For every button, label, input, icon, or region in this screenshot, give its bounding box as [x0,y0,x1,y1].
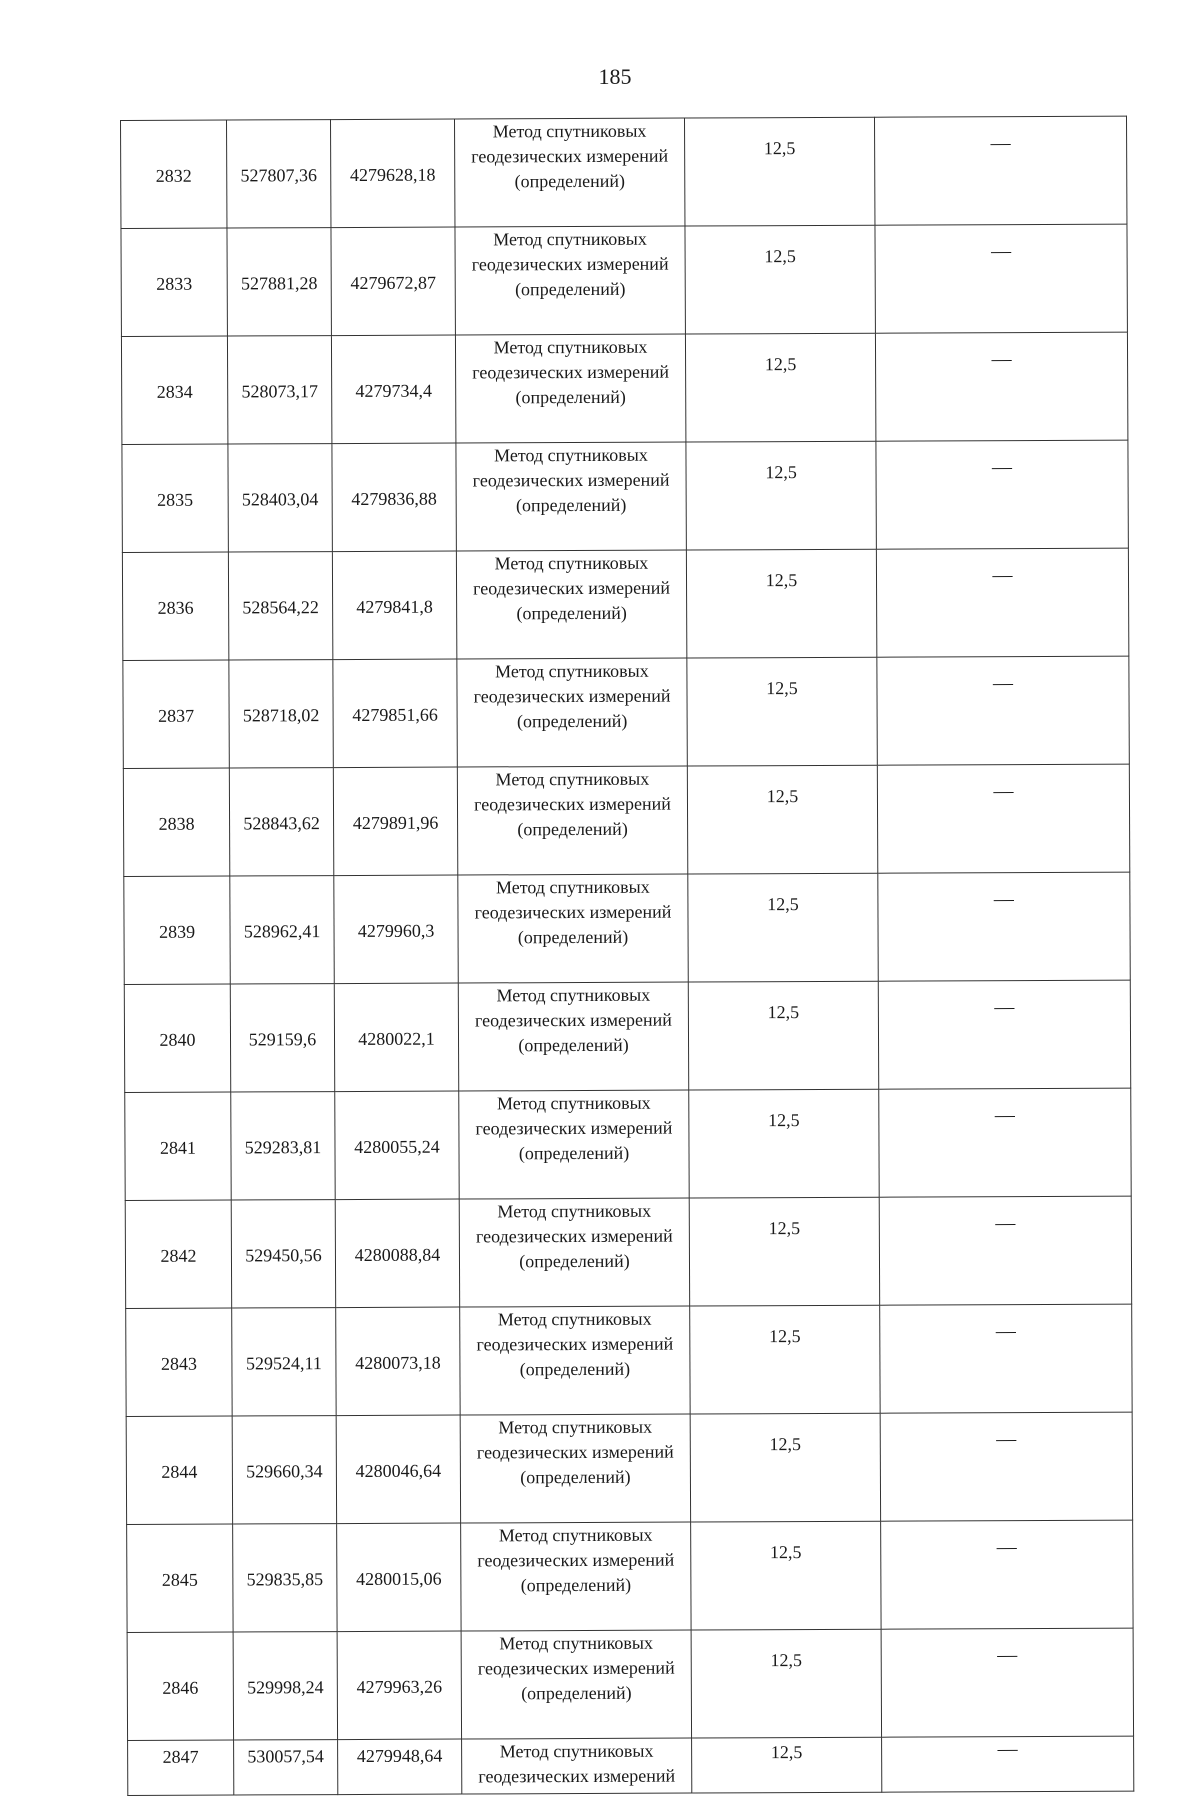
accuracy-cell: 12,5 [687,657,877,766]
x-coordinate-cell: 528843,62 [229,768,333,876]
method-line: (определений) [517,926,629,948]
table-row [121,332,1127,444]
note-cell: — [880,1412,1132,1521]
method-cell [460,1414,690,1523]
method-line: геодезических измерений [471,253,669,275]
y-coordinate-cell: 4280088,84 [335,1199,459,1308]
y-coordinate-cell: 4280055,24 [335,1091,459,1200]
method-line: Метод спутниковых [499,1632,654,1654]
method-line: (определений) [521,1682,632,1704]
x-coordinate-cell: 530057,54 [234,1740,338,1795]
method-cell [460,1306,690,1415]
point-number-cell: 2842 [125,1200,231,1308]
point-number-cell: 2835 [122,444,228,552]
x-coordinate-cell: 528962,41 [230,876,334,984]
y-coordinate-cell: 4279963,26 [337,1631,461,1740]
coordinates-table [120,116,1134,1796]
method-cell [458,982,688,1091]
method-cell [454,118,684,227]
table-row [121,116,1127,228]
accuracy-cell: 12,5 [690,1413,880,1522]
method-line: Метод спутниковых [493,336,648,358]
method-line: геодезических измерений [471,145,669,167]
note-cell: — [877,656,1129,765]
method-line: (определений) [514,278,626,300]
y-coordinate-cell: 4279672,87 [331,227,455,336]
accuracy-cell: 12,5 [684,117,874,226]
method-line: геодезических измерений [477,1657,675,1679]
point-number-cell: 2839 [124,876,230,984]
x-coordinate-cell: 529450,56 [231,1200,335,1308]
method-line: геодезических измерений [473,685,671,707]
table-row [125,1196,1131,1308]
note-cell: — [880,1304,1132,1413]
accuracy-cell: 12,5 [685,333,875,442]
method-line: Метод спутниковых [495,768,650,790]
method-line: (определений) [520,1574,632,1596]
accuracy-cell: 12,5 [691,1629,881,1738]
method-line: геодезических измерений [476,1441,674,1463]
method-line: Метод спутниковых [494,552,649,574]
accuracy-cell: 12,5 [688,981,878,1090]
method-cell [457,658,687,767]
method-line: геодезических измерений [474,793,671,815]
method-line: геодезических измерений [478,1765,676,1787]
method-line: геодезических измерений [475,1225,673,1247]
point-number-cell: 2845 [127,1524,233,1632]
y-coordinate-cell: 4279960,3 [334,875,458,984]
method-cell [455,334,685,443]
y-coordinate-cell: 4279948,64 [338,1739,462,1795]
y-coordinate-cell: 4279836,88 [332,443,456,552]
y-coordinate-cell: 4279851,66 [333,659,457,768]
method-cell [459,1198,689,1307]
method-line: Метод спутниковых [497,1200,652,1222]
x-coordinate-cell: 529283,81 [231,1092,335,1200]
method-line: геодезических измерений [474,901,672,923]
x-coordinate-cell: 529998,24 [233,1632,337,1740]
point-number-cell: 2833 [121,228,227,336]
table-row [122,548,1128,660]
method-line: геодезических измерений [472,469,670,491]
method-line: геодезических измерений [472,361,670,383]
point-number-cell: 2836 [122,552,228,660]
point-number-cell: 2846 [127,1632,233,1740]
method-line: (определений) [519,1250,630,1272]
note-cell: — [876,440,1128,549]
method-cell [458,874,688,983]
table-row [123,656,1129,768]
method-line: Метод спутниковых [498,1416,653,1438]
table-row [128,1736,1134,1795]
point-number-cell: 2843 [126,1308,232,1416]
method-cell [462,1738,692,1794]
table-body [121,116,1134,1795]
method-line: (определений) [514,170,626,192]
table-row [122,440,1128,552]
accuracy-cell: 12,5 [692,1737,882,1793]
method-line: Метод спутниковых [493,228,647,250]
note-cell: — [882,1736,1134,1792]
accuracy-cell: 12,5 [686,441,876,550]
point-number-cell: 2840 [124,984,230,1092]
y-coordinate-cell: 4280046,64 [336,1415,460,1524]
method-cell [456,550,686,659]
table-row [125,1088,1131,1200]
point-number-cell: 2838 [123,768,229,876]
note-cell: — [874,116,1126,225]
method-line: геодезических измерений [474,1009,672,1031]
point-number-cell: 2847 [128,1740,234,1795]
table-row [126,1304,1132,1416]
method-line: (определений) [519,1358,631,1380]
method-line: геодезических измерений [476,1333,674,1355]
method-line: Метод спутниковых [496,1092,651,1114]
method-line: Метод спутниковых [495,660,649,682]
method-cell [461,1630,691,1739]
accuracy-cell: 12,5 [689,1089,879,1198]
y-coordinate-cell: 4279891,96 [333,767,457,876]
table-row [121,224,1127,336]
method-cell [461,1522,691,1631]
page-number: 185 [598,64,632,89]
note-cell: — [878,980,1130,1089]
method-line: (определений) [515,494,627,516]
method-cell [456,442,686,551]
method-cell [459,1090,689,1199]
method-cell [455,226,685,335]
accuracy-cell: 12,5 [688,873,878,982]
method-cell [457,766,687,875]
method-line: Метод спутниковых [492,120,647,142]
x-coordinate-cell: 527807,36 [227,120,331,228]
point-number-cell: 2844 [126,1416,232,1524]
x-coordinate-cell: 529159,6 [230,984,334,1092]
x-coordinate-cell: 528403,04 [228,444,332,552]
note-cell: — [879,1196,1131,1305]
method-line: Метод спутниковых [496,984,651,1006]
note-cell: — [881,1520,1133,1629]
method-line: геодезических измерений [475,1117,673,1139]
method-line: (определений) [516,602,627,624]
table-row [127,1628,1133,1740]
y-coordinate-cell: 4279734,4 [331,335,455,444]
x-coordinate-cell: 528073,17 [227,336,331,444]
method-line: (определений) [518,1034,629,1056]
y-coordinate-cell: 4279841,8 [332,551,456,660]
method-line: Метод спутниковых [497,1308,652,1330]
table-row [127,1520,1133,1632]
accuracy-cell: 12,5 [686,549,876,658]
note-cell: — [875,224,1127,333]
method-line: (определений) [515,386,626,408]
accuracy-cell: 12,5 [687,765,877,874]
table-row [124,980,1130,1092]
accuracy-cell: 12,5 [690,1305,880,1414]
y-coordinate-cell: 4279628,18 [331,119,455,228]
x-coordinate-cell: 528718,02 [229,660,333,768]
method-line: геодезических измерений [473,577,671,599]
point-number-cell: 2834 [121,336,227,444]
x-coordinate-cell: 527881,28 [227,228,331,336]
point-number-cell: 2832 [121,120,227,228]
y-coordinate-cell: 4280022,1 [334,983,458,1092]
method-line: Метод спутниковых [494,444,648,466]
table-row [123,764,1129,876]
note-cell: — [876,548,1128,657]
method-line: геодезических измерений [477,1549,675,1571]
method-line: Метод спутниковых [499,1740,654,1762]
note-cell: — [877,764,1129,873]
method-line: (определений) [517,818,628,840]
note-cell: — [879,1088,1131,1197]
table-row [126,1412,1132,1524]
x-coordinate-cell: 529524,11 [232,1308,336,1416]
method-line: Метод спутниковых [498,1524,653,1546]
point-number-cell: 2837 [123,660,229,768]
y-coordinate-cell: 4280015,06 [337,1523,461,1632]
method-line: (определений) [516,710,628,732]
x-coordinate-cell: 529660,34 [232,1416,336,1524]
accuracy-cell: 12,5 [691,1521,881,1630]
note-cell: — [878,872,1130,981]
point-number-cell: 2841 [125,1092,231,1200]
table-row [124,872,1130,984]
y-coordinate-cell: 4280073,18 [336,1307,460,1416]
x-coordinate-cell: 529835,85 [233,1524,337,1632]
method-line: Метод спутниковых [495,876,650,898]
method-line: (определений) [520,1466,631,1488]
note-cell: — [875,332,1127,441]
note-cell: — [881,1628,1133,1737]
method-line: (определений) [518,1142,630,1164]
accuracy-cell: 12,5 [689,1197,879,1306]
x-coordinate-cell: 528564,22 [228,552,332,660]
accuracy-cell: 12,5 [685,225,875,334]
